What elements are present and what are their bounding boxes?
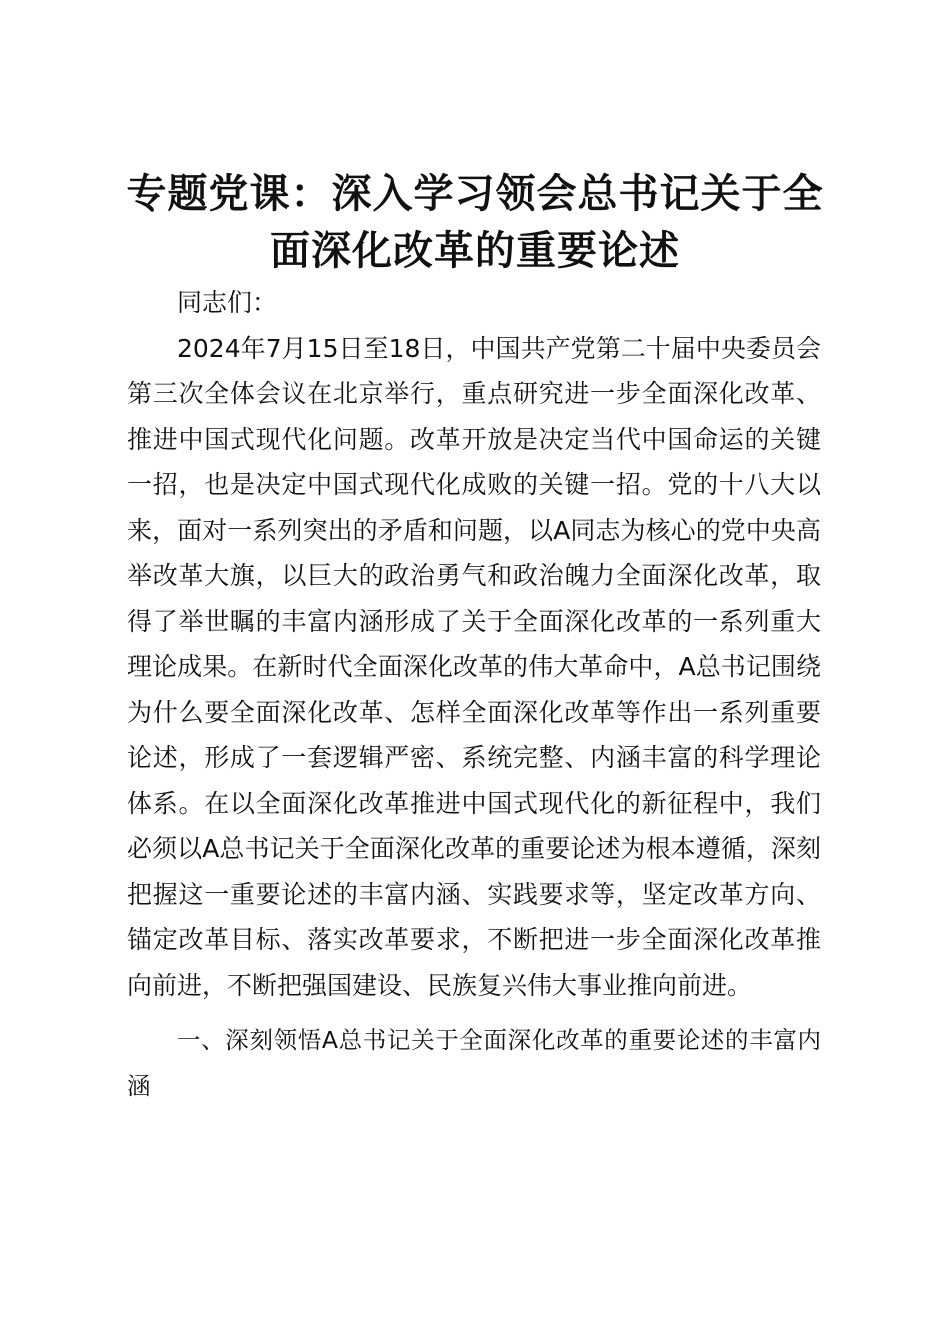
- document-title: 专题党课：深入学习领会总书记关于全面深化改革的重要论述: [126, 171, 824, 274]
- body-paragraph: 2024年7月15日至18日，中国共产党第二十届中央委员会第三次全体会议在北京举行，重点研究进一步全面深化改革、推进中国式现代化问题。改革开放是决定当代中国命运的关键一招，也是决定中国式现代化成败的关键一招。党的十八大以来，面对一系列突出的矛盾和问题，以A同志为核心的党中央高举改革大旗，以巨大的政治勇气和政治魄力全面深化改革，取得了举世瞩的丰富内涵形成了关于全面深化改革的一系列重大理论成果。在新时代全面深化改革的伟大革命中，A总书记围绕为什么要全面深化改革、怎样全面深化改革等作出一系列重要论述，形成了一套逻辑严密、系统完整、内涵丰富的科学理论体系。在以全面深化改革推进中国式现代化的新征程中，我们必须以A总书记关于全面深化改革的重要论述为根本遵循，深刻把握这一重要论述的丰富内涵、实践要求等，坚定改革方向、锚定改革目标、落实改革要求，不断把进一步全面深化改革推向前进，不断把强国建设、民族复兴伟大事业推向前进。: [127, 333, 821, 1000]
- salutation: 同志们：: [177, 288, 278, 317]
- section-heading: 一、深刻领悟A总书记关于全面深化改革的重要论述的丰富内涵: [127, 1026, 821, 1100]
- document-body: [127, 280, 821, 1109]
